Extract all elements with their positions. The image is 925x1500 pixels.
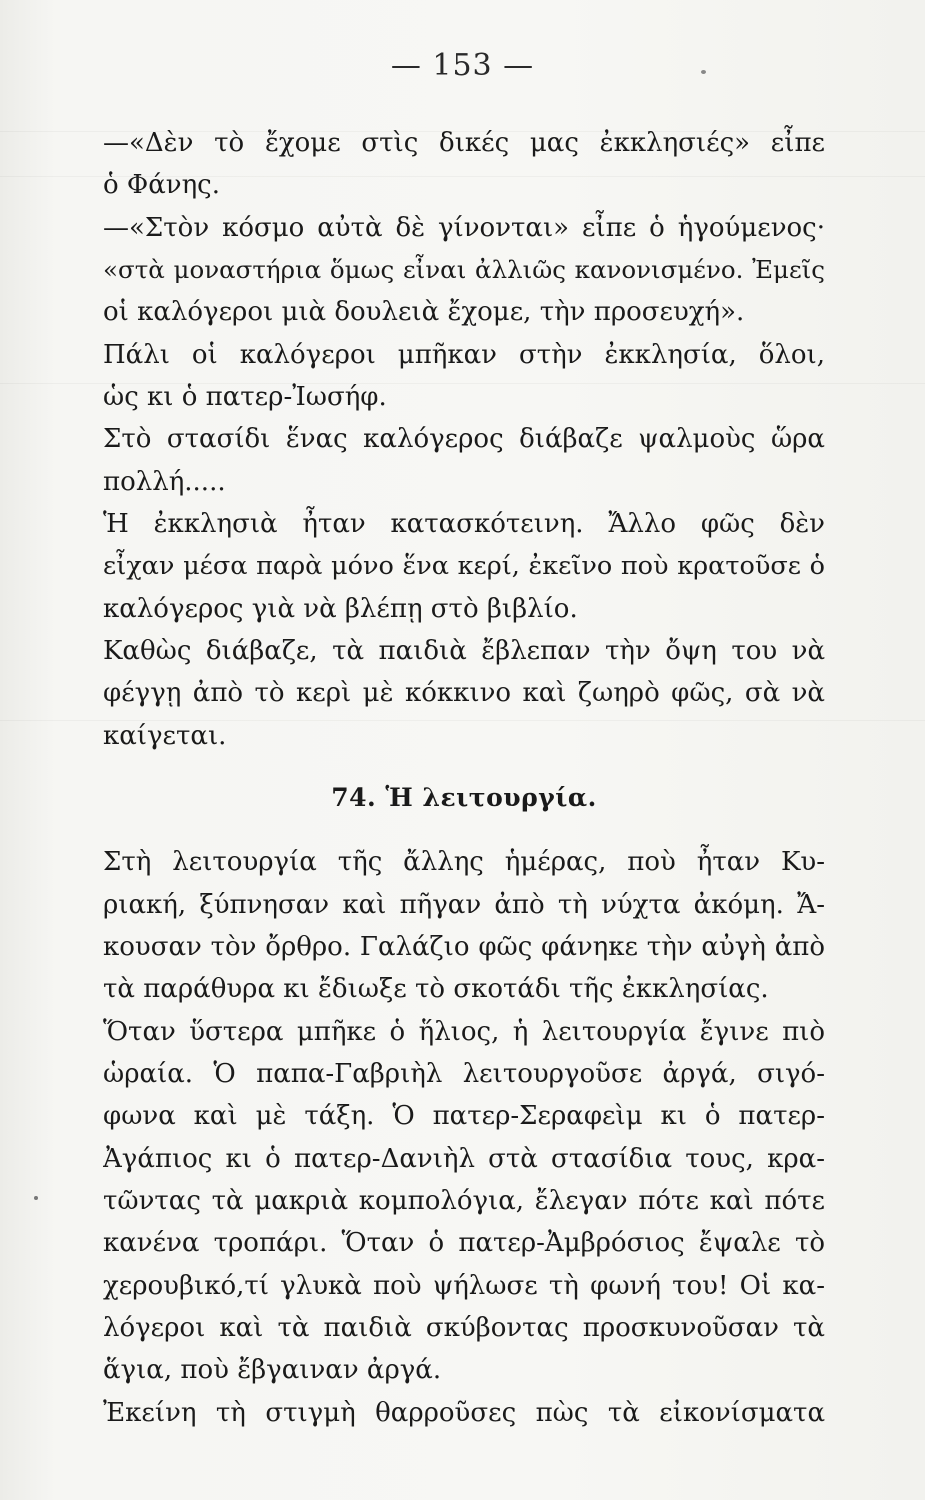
body-text [103, 122, 825, 1434]
text-line: πολλή..... [103, 466, 226, 497]
text-line: Καθὼς διάβαζε, τὰ παιδιὰ ἔβλεπαν τὴν ὄψη του νὰ [103, 636, 825, 667]
text-line: κανένα τροπάρι. Ὅταν ὁ πατερ-Ἀμβρόσιος ἔψαλε τὸ [103, 1228, 825, 1259]
text-line: —«Στὸν κόσμο αὐτὰ δὲ γίνονται» εἶπε ὁ ἡγούμενος· [103, 212, 825, 243]
text-line: Ἡ ἐκκλησιὰ ἦταν κατασκότεινη. Ἄλλο φῶς δὲν [103, 509, 825, 540]
text-line: καίγεται. [103, 720, 227, 751]
text-line: Ἐκείνη τὴ στιγμὴ θαρροῦσες πὼς τὰ εἰκονίσματα [103, 1397, 825, 1428]
text-line: οἱ καλόγεροι μιὰ δουλειὰ ἔχομε, τὴν προσευχή». [103, 297, 745, 328]
ink-speck [34, 1196, 38, 1200]
text-line: Ὅταν ὕστερα μπῆκε ὁ ἥλιος, ἡ λειτουργία ἔγινε πιὸ [103, 1016, 825, 1047]
text-line: ὁ Φάνης. [103, 170, 220, 201]
text-line: κουσαν τὸν ὄρθρο. Γαλάζιο φῶς φάνηκε τὴν αὐγὴ ἀπὸ [103, 931, 825, 962]
text-line: Ἀγάπιος κι ὁ πατερ-Δανιὴλ στὰ στασίδια τους, κρα- [103, 1143, 825, 1174]
text-line: λόγεροι καὶ τὰ παιδιὰ σκύβοντας προσκυνοῦσαν τὰ [103, 1312, 825, 1343]
text-line: —«Δὲν τὸ ἔχομε στὶς δικές μας ἐκκλησιές» εἶπε [103, 128, 825, 158]
text-line: τῶντας τὰ μακριὰ κομπολόγια, ἔλεγαν πότε καὶ πότε [103, 1185, 825, 1216]
page-number: — 153 — [390, 48, 535, 83]
text-line: Στὸ στασίδι ἕνας καλόγερος διάβαζε ψαλμοὺς ὥρα [103, 424, 825, 455]
text-line: ὡραία. Ὁ παπα-Γαβριὴλ λειτουργοῦσε ἀργά, σιγό- [103, 1058, 825, 1089]
text-line: Στὴ λειτουργία τῆς ἄλλης ἡμέρας, ποὺ ἦταν Κυ- [103, 847, 825, 878]
text-line: ριακή, ξύπνησαν καὶ πῆγαν ἀπὸ τὴ νύχτα ἀκόμη. Ἄ- [103, 889, 825, 920]
text-line: «στὰ μοναστήρια ὅμως εἶναι ἀλλιῶς κανονισμένο. Ἐμεῖς [103, 255, 825, 285]
text-line: φέγγῃ ἀπὸ τὸ κερὶ μὲ κόκκινο καὶ ζωηρὸ φῶς, σὰ νὰ [103, 678, 825, 709]
text-line: χερουβικό,τί γλυκὰ ποὺ ψήλωσε τὴ φωνή του! Οἱ κα- [103, 1270, 825, 1301]
text-line: φωνα καὶ μὲ τάξη. Ὁ πατερ-Σεραφεὶμ κι ὁ πατερ- [103, 1101, 825, 1132]
text-line: καλόγερος γιὰ νὰ βλέπῃ στὸ βιβλίο. [103, 593, 578, 624]
text-line: Πάλι οἱ καλόγεροι μπῆκαν στὴν ἐκκλησία, ὅλοι, [103, 339, 825, 370]
text-line: ἅγια, ποὺ ἔβγαιναν ἀργά. [103, 1355, 442, 1386]
chapter-heading: 74. Ἡ λειτουργία. [331, 783, 597, 813]
text-line: ὡς κι ὁ πατερ-Ἰωσήφ. [103, 382, 387, 413]
text-line: εἶχαν μέσα παρὰ μόνο ἕνα κερί, ἐκεῖνο ποὺ κρατοῦσε ὁ [103, 551, 825, 582]
ink-speck [701, 70, 706, 74]
text-line: τὰ παράθυρα κι ἔδιωξε τὸ σκοτάδι τῆς ἐκκλησίας. [103, 974, 769, 1005]
